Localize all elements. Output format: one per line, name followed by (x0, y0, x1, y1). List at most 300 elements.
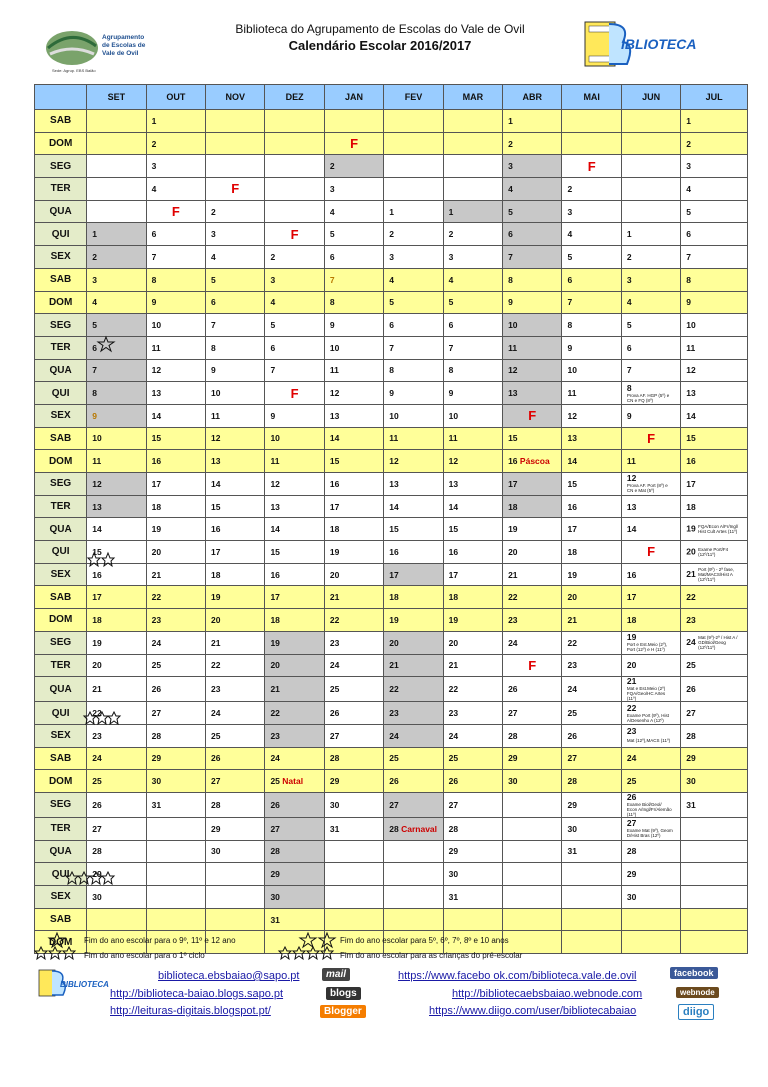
legend-text-4: Fim do ano escolar para as crianças do pré-escolar (340, 951, 523, 960)
day-cell (206, 908, 265, 931)
calendar-row-sab (35, 908, 748, 931)
exam-note: Exame Biol/Geol/ Econ A/Ingl/Fr/Alemão (11º) (626, 801, 672, 817)
day-cell: 5 (384, 291, 443, 314)
day-cell: 18 (443, 586, 502, 609)
day-cell: 30 (146, 770, 205, 793)
day-cell (562, 931, 621, 954)
day-cell (384, 178, 443, 201)
day-cell: 10 (324, 336, 383, 359)
day-cell (681, 541, 748, 564)
day-cell: 16 (87, 563, 146, 586)
day-cell (621, 908, 680, 931)
day-cell: 4 (443, 268, 502, 291)
email-link[interactable]: biblioteca.ebsbaiao@sapo.pt (158, 970, 300, 982)
day-cell: 18 (384, 586, 443, 609)
day-cell: 4 (384, 268, 443, 291)
day-cell (384, 817, 443, 840)
day-cell: 21 (562, 609, 621, 632)
day-cell: 28 (621, 840, 680, 863)
webnode-link[interactable]: http://bibliotecaebsbaiao.webnode.com (452, 988, 643, 1000)
calendar-row-ter (35, 178, 748, 201)
day-cell: 13 (87, 495, 146, 518)
weekday-label: QUI (35, 863, 87, 886)
day-number: 26 (626, 791, 637, 802)
exam-note: Port e Est.Meio (2º), Port (12º) e H (11º) (626, 642, 668, 653)
day-cell (146, 840, 205, 863)
day-cell: 28 (206, 792, 265, 817)
day-cell: 27 (146, 702, 205, 725)
day-cell: 31 (324, 817, 383, 840)
holiday-marker: F (647, 430, 656, 446)
calendar-row-sex (35, 563, 748, 586)
webnode-logo: webnode (676, 987, 719, 998)
day-cell: 2 (621, 246, 680, 269)
day-cell: 22 (503, 586, 562, 609)
day-cell: 22 (146, 586, 205, 609)
day-cell: 27 (206, 770, 265, 793)
day-cell: 9 (503, 291, 562, 314)
day-cell: 16 (206, 518, 265, 541)
day-cell: 26 (206, 747, 265, 770)
svg-text:Agrupamento: Agrupamento (102, 34, 145, 41)
day-cell (681, 931, 748, 954)
day-cell: 3 (206, 223, 265, 246)
day-cell: 6 (443, 314, 502, 337)
day-cell: 28 (324, 747, 383, 770)
day-cell: 18 (503, 495, 562, 518)
day-cell: 7 (324, 268, 383, 291)
holiday-name: Páscoa (519, 456, 550, 467)
calendar-row-seg (35, 792, 748, 817)
day-cell: 13 (503, 382, 562, 405)
day-cell (384, 155, 443, 178)
day-cell: 19 (146, 518, 205, 541)
day-cell: 11 (562, 382, 621, 405)
day-cell: 27 (562, 747, 621, 770)
day-cell: 26 (265, 792, 324, 817)
svg-text:BIBLIOTECA: BIBLIOTECA (60, 980, 109, 989)
day-cell (621, 178, 680, 201)
day-cell (324, 840, 383, 863)
day-cell: 8 (384, 359, 443, 382)
weekday-label: SEX (35, 724, 87, 747)
day-cell (681, 631, 748, 654)
day-cell (503, 840, 562, 863)
day-cell: 11 (503, 336, 562, 359)
weekday-label: SEG (35, 314, 87, 337)
day-cell: 17 (265, 586, 324, 609)
calendar-row-qua (35, 840, 748, 863)
day-cell: 24 (621, 747, 680, 770)
day-cell: 19 (87, 631, 146, 654)
day-cell (562, 886, 621, 909)
weekday-label: TER (35, 495, 87, 518)
day-cell (384, 886, 443, 909)
weekday-label: SAB (35, 747, 87, 770)
day-cell: 19 (562, 563, 621, 586)
day-cell: 28 (443, 817, 502, 840)
day-cell: 18 (206, 563, 265, 586)
day-cell: 2 (384, 223, 443, 246)
day-cell: 12 (384, 450, 443, 473)
day-cell: 20 (146, 541, 205, 564)
calendar-row-dom (35, 291, 748, 314)
day-number: 28 (389, 823, 399, 834)
month-header-out: OUT (146, 85, 205, 110)
day-cell: 26 (146, 677, 205, 702)
day-cell: 13 (206, 450, 265, 473)
day-cell: 2 (503, 132, 562, 155)
day-cell: 5 (562, 246, 621, 269)
day-cell: 9 (621, 404, 680, 427)
blogger-logo: Blogger (320, 1005, 366, 1018)
day-cell: 10 (265, 427, 324, 450)
day-cell: 13 (681, 382, 748, 405)
day-cell: 5 (681, 200, 748, 223)
star-marker-icon (97, 336, 115, 352)
day-cell: 23 (503, 609, 562, 632)
day-cell: 7 (146, 246, 205, 269)
day-cell: 21 (503, 563, 562, 586)
day-cell: 30 (503, 770, 562, 793)
day-cell: 17 (324, 495, 383, 518)
weekday-label: DOM (35, 291, 87, 314)
day-cell (621, 427, 680, 450)
day-cell: 16 (443, 541, 502, 564)
day-cell: 25 (681, 654, 748, 677)
day-cell: 21 (384, 654, 443, 677)
day-cell: 20 (265, 654, 324, 677)
holiday-marker: F (290, 385, 299, 401)
day-cell (384, 110, 443, 133)
day-cell: 4 (503, 178, 562, 201)
day-cell: 10 (681, 314, 748, 337)
day-cell: 2 (443, 223, 502, 246)
day-cell: 7 (265, 359, 324, 382)
footer-biblioteca-logo (38, 968, 109, 998)
day-cell: 17 (443, 563, 502, 586)
day-cell: 10 (562, 359, 621, 382)
day-cell: 12 (503, 359, 562, 382)
day-cell: 12 (87, 473, 146, 496)
holiday-marker: F (171, 204, 180, 220)
day-cell: 8 (87, 382, 146, 405)
day-cell: 20 (206, 609, 265, 632)
day-number: 23 (626, 725, 637, 736)
day-cell: 28 (87, 840, 146, 863)
day-cell (206, 886, 265, 909)
day-cell: 30 (621, 886, 680, 909)
day-cell: 28 (503, 724, 562, 747)
day-cell: 30 (265, 886, 324, 909)
calendar-row-seg (35, 631, 748, 654)
day-cell (265, 178, 324, 201)
day-cell (621, 677, 680, 702)
month-header-nov: NOV (206, 85, 265, 110)
day-cell: 29 (443, 840, 502, 863)
day-cell (621, 724, 680, 747)
day-cell: 4 (562, 223, 621, 246)
exam-note: Mat (12º),MACS (11º) (626, 737, 671, 743)
day-cell: 13 (265, 495, 324, 518)
day-cell (324, 886, 383, 909)
weekday-label: QUI (35, 382, 87, 405)
weekday-label: QUA (35, 840, 87, 863)
month-header-abr: ABR (503, 85, 562, 110)
day-cell: 6 (681, 223, 748, 246)
blogspot-link[interactable]: http://leituras-digitais.blogspot.pt/ (110, 1005, 271, 1017)
day-cell (324, 863, 383, 886)
day-cell: 3 (443, 246, 502, 269)
day-cell: 20 (384, 631, 443, 654)
day-cell: 6 (206, 291, 265, 314)
three-stars-marker-icon (84, 711, 120, 725)
day-cell: 1 (681, 110, 748, 133)
day-cell: 1 (503, 110, 562, 133)
legend-text-3: Fim do ano escolar para o 1º ciclo (84, 951, 205, 960)
day-cell: 19 (265, 631, 324, 654)
day-cell: 26 (562, 724, 621, 747)
day-cell: 15 (443, 518, 502, 541)
day-cell: 13 (324, 404, 383, 427)
day-cell: 8 (681, 268, 748, 291)
weekday-label: SAB (35, 110, 87, 133)
weekday-label: QUA (35, 359, 87, 382)
day-cell: 30 (681, 770, 748, 793)
weekday-label: SEG (35, 631, 87, 654)
weekday-label: SAB (35, 908, 87, 931)
day-cell (265, 200, 324, 223)
day-cell (265, 110, 324, 133)
day-cell: 4 (324, 200, 383, 223)
day-cell: 9 (265, 404, 324, 427)
calendar-row-sex (35, 246, 748, 269)
day-cell: 27 (503, 702, 562, 725)
svg-text:Sede: Agrup. EBS Baião: Sede: Agrup. EBS Baião (52, 68, 96, 73)
day-cell: 13 (621, 495, 680, 518)
day-cell: 8 (324, 291, 383, 314)
day-cell: 19 (324, 541, 383, 564)
day-cell: 27 (87, 817, 146, 840)
calendar-row-qua (35, 518, 748, 541)
diigo-link[interactable]: https://www.diigo.com/user/bibliotecabaiao (429, 1005, 637, 1017)
day-cell: 19 (443, 609, 502, 632)
exam-note: Mat e Est.Meio (2º) FQA/Geo/HC Artes (11º) (626, 686, 666, 702)
day-cell (87, 132, 146, 155)
month-header-mai: MAI (562, 85, 621, 110)
day-cell (503, 792, 562, 817)
day-cell: 8 (206, 336, 265, 359)
day-cell (562, 132, 621, 155)
day-cell: 23 (324, 631, 383, 654)
calendar-row-qui (35, 223, 748, 246)
day-cell (265, 770, 324, 793)
day-cell: 30 (87, 886, 146, 909)
day-cell (265, 132, 324, 155)
day-cell (206, 132, 265, 155)
day-cell: 7 (443, 336, 502, 359)
day-cell: 9 (681, 291, 748, 314)
day-cell: 20 (324, 563, 383, 586)
day-cell: 5 (206, 268, 265, 291)
weekday-label: TER (35, 178, 87, 201)
day-cell: 2 (146, 132, 205, 155)
day-cell: 4 (146, 178, 205, 201)
day-cell: 15 (681, 427, 748, 450)
day-cell: 31 (562, 840, 621, 863)
day-cell: 14 (206, 473, 265, 496)
day-cell: 20 (621, 654, 680, 677)
day-cell: 8 (443, 359, 502, 382)
day-cell: 31 (681, 792, 748, 817)
day-cell: 4 (621, 291, 680, 314)
day-cell: 5 (503, 200, 562, 223)
day-cell: 18 (621, 609, 680, 632)
day-cell: 9 (443, 382, 502, 405)
day-cell (621, 132, 680, 155)
day-cell: 14 (384, 495, 443, 518)
calendar-row-sab (35, 110, 748, 133)
month-header-set: SET (87, 85, 146, 110)
day-cell: 17 (146, 473, 205, 496)
day-cell: 28 (265, 840, 324, 863)
day-cell: 11 (324, 359, 383, 382)
day-cell: 27 (681, 702, 748, 725)
day-cell: 13 (146, 382, 205, 405)
calendar-row-ter (35, 336, 748, 359)
calendar-row-qua (35, 359, 748, 382)
day-number: 16 (508, 456, 518, 467)
holiday-marker: F (647, 544, 656, 560)
exam-note: Prova AF. HGP (5º) e CN e FQ (8º) (626, 392, 670, 403)
day-cell: 9 (87, 404, 146, 427)
calendar-row-sab (35, 747, 748, 770)
month-header-dez: DEZ (265, 85, 324, 110)
day-cell: 23 (384, 702, 443, 725)
day-cell (681, 840, 748, 863)
day-cell: 5 (87, 314, 146, 337)
day-cell: 24 (384, 724, 443, 747)
diigo-logo: diigo (678, 1004, 714, 1020)
day-cell: 8 (146, 268, 205, 291)
day-cell: 17 (562, 518, 621, 541)
day-cell: 12 (443, 450, 502, 473)
day-cell: 7 (621, 359, 680, 382)
day-cell: 21 (324, 586, 383, 609)
day-cell: 17 (681, 473, 748, 496)
weekday-label: SAB (35, 427, 87, 450)
day-cell (206, 178, 265, 201)
day-cell (87, 908, 146, 931)
day-cell: 16 (146, 450, 205, 473)
day-cell (87, 178, 146, 201)
day-cell: 12 (562, 404, 621, 427)
month-header-row (35, 85, 748, 110)
day-cell: 11 (87, 450, 146, 473)
day-cell: 12 (146, 359, 205, 382)
day-cell (621, 631, 680, 654)
day-cell: 24 (265, 747, 324, 770)
day-cell: 9 (384, 382, 443, 405)
day-cell: 19 (503, 518, 562, 541)
day-cell: 29 (206, 817, 265, 840)
day-cell: 26 (87, 792, 146, 817)
weekday-label: QUA (35, 518, 87, 541)
day-cell: 14 (443, 495, 502, 518)
day-cell (146, 886, 205, 909)
blog-sapo-link[interactable]: http://biblioteca-baiao.blogs.sapo.pt (110, 988, 284, 1000)
facebook-logo: facebook (670, 967, 718, 979)
day-cell: 13 (562, 427, 621, 450)
day-cell (621, 702, 680, 725)
calendar-row-sex (35, 886, 748, 909)
month-header-jan: JAN (324, 85, 383, 110)
weekday-label: DOM (35, 770, 87, 793)
day-number: 21 (626, 676, 637, 687)
day-cell: 4 (681, 178, 748, 201)
day-cell: 14 (562, 450, 621, 473)
calendar-row-seg (35, 155, 748, 178)
day-cell (443, 132, 502, 155)
day-cell (621, 200, 680, 223)
day-number: 25 (270, 776, 280, 787)
calendar-row-seg (35, 314, 748, 337)
day-cell: 23 (443, 702, 502, 725)
day-cell: 10 (443, 404, 502, 427)
day-number: 20 (686, 546, 696, 557)
day-cell: 8 (503, 268, 562, 291)
day-cell: 2 (265, 246, 324, 269)
day-cell: 2 (562, 178, 621, 201)
weekday-label: SEX (35, 563, 87, 586)
page-subtitle: Calendário Escolar 2016/2017 (288, 38, 472, 53)
day-cell (503, 654, 562, 677)
day-cell: 28 (562, 770, 621, 793)
day-cell: 26 (681, 677, 748, 702)
day-cell: 3 (265, 268, 324, 291)
day-cell: 25 (384, 747, 443, 770)
day-cell: 24 (503, 631, 562, 654)
day-cell (206, 155, 265, 178)
day-cell: 11 (384, 427, 443, 450)
day-number: 12 (626, 473, 637, 484)
day-cell (265, 223, 324, 246)
day-cell (562, 110, 621, 133)
day-cell: 29 (87, 863, 146, 886)
four-stars-marker-icon (66, 871, 116, 885)
weekday-label: TER (35, 336, 87, 359)
calendar-row-qua (35, 677, 748, 702)
day-cell: 26 (384, 770, 443, 793)
facebook-link[interactable]: https://www.facebo ok.com/biblioteca.vale.de.ovil (398, 970, 637, 982)
day-cell: 1 (384, 200, 443, 223)
day-cell: 3 (681, 155, 748, 178)
weekday-label: TER (35, 817, 87, 840)
day-cell: 29 (562, 792, 621, 817)
day-cell (503, 817, 562, 840)
month-header-jul: JUL (681, 85, 748, 110)
calendar-row-qua (35, 200, 748, 223)
day-cell (384, 863, 443, 886)
legend-text-2: Fim do ano escolar para 5º, 6º, 7º, 8º e 10 anos (340, 936, 509, 945)
two-stars-marker-icon (88, 552, 116, 568)
day-cell (681, 817, 748, 840)
day-cell: 27 (324, 724, 383, 747)
calendar-row-sab (35, 268, 748, 291)
day-cell: 2 (206, 200, 265, 223)
day-cell: 23 (206, 677, 265, 702)
day-cell (681, 863, 748, 886)
